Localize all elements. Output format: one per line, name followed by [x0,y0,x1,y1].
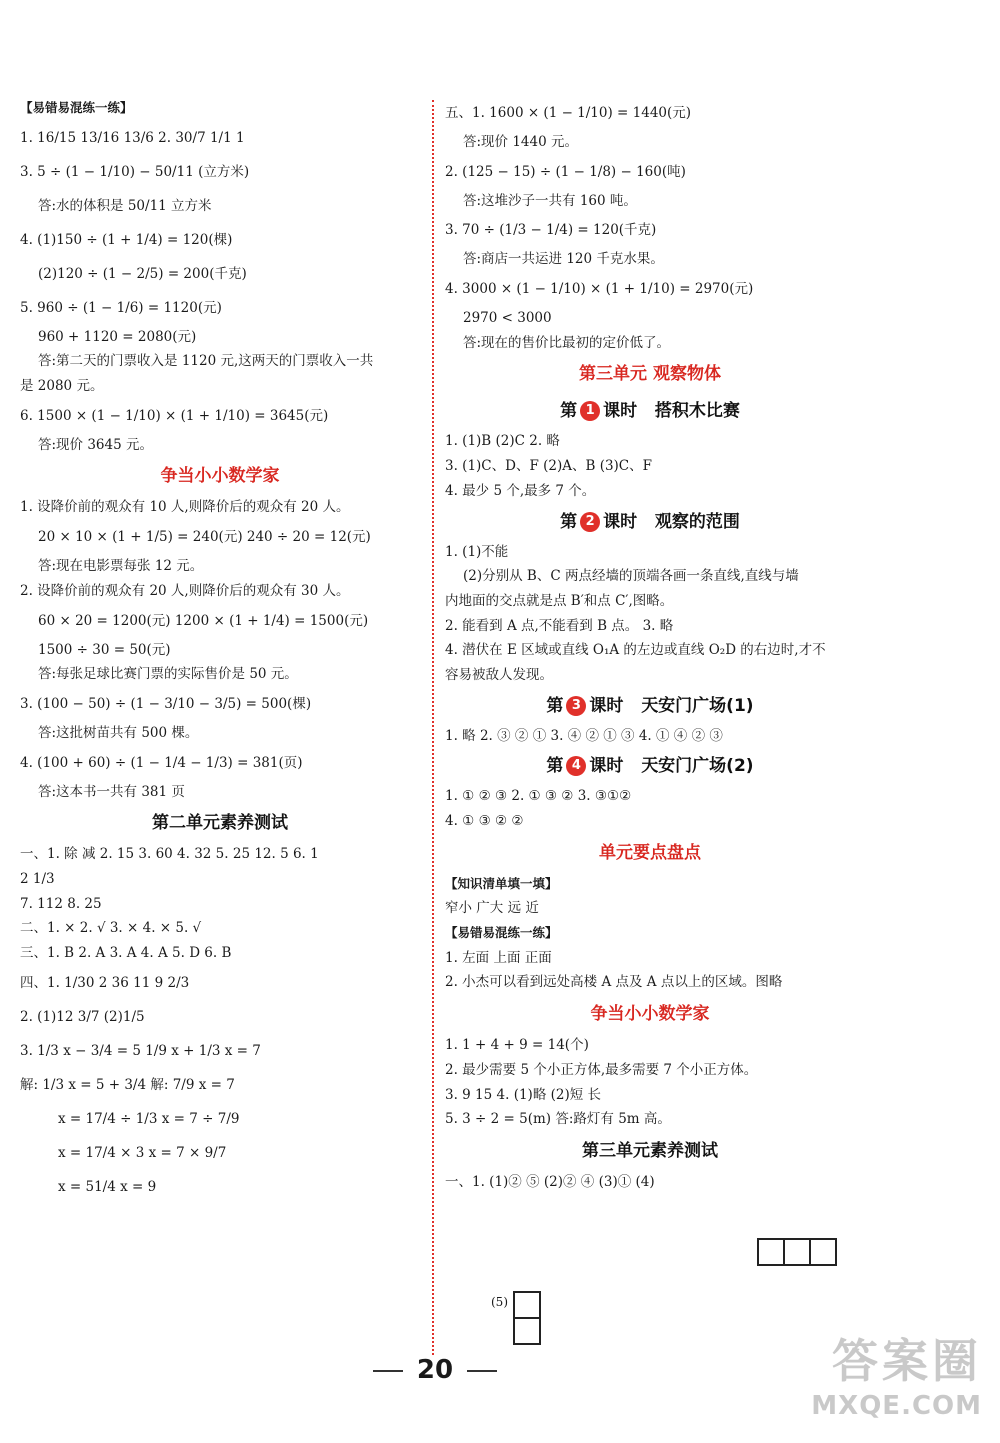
page-number-text: 20 [416,1355,454,1385]
section-heading: 第三单元素养测试 [582,1140,718,1161]
lesson-prefix: 第 [560,511,578,532]
answer-line: 1. 16/15 13/16 13/6 2. 30/7 1/1 1 [20,129,245,146]
answer-line: 960 + 1120 = 2080(元) [38,328,197,345]
answer-line: 3. 70 ÷ (1/3 − 1/4) = 120(千克) [445,222,657,239]
answer-line: 答:现价 1440 元。 [463,134,578,150]
column-divider [432,100,434,1355]
answer-line: 1. 左面 上面 正面 [445,949,552,966]
answer-line: 2970 < 3000 [463,310,552,327]
answer-line: 答:现在的售价比最初的定价低了。 [463,334,671,351]
lesson-prefix: 第 [560,401,578,422]
cube-face [809,1238,837,1266]
cube-face [783,1238,811,1266]
answer-line: 三、1. B 2. A 3. A 4. A 5. D 6. B [20,945,232,961]
lesson-mid: 课时 [589,756,624,777]
answer-line: 2. 设降价前的观众有 20 人,则降价后的观众有 30 人。 [20,582,350,599]
answer-line: 20 × 10 × (1 + 1/5) = 240(元) 240 ÷ 20 = 12(元) [38,529,371,546]
lesson-number-badge: 1 [580,401,600,421]
section-heading: 争当小小数学家 [590,1004,710,1025]
unit-heading: 第三单元 观察物体 [579,364,721,385]
answer-line: 4. ① ③ ② ② [445,813,524,829]
lesson-heading [445,748,855,784]
answer-line: 4. 潜伏在 E 区域或直线 O₁A 的左边或直线 O₂D 的右边时,才不 [445,642,826,659]
page-number-rule [373,1370,403,1372]
answer-line: 答:水的体积是 50/11 立方米 [38,197,212,214]
section-heading: 争当小小数学家 [160,466,280,487]
answer-line: 1. ① ② ③ 2. ① ③ ② 3. ③①② [445,788,632,805]
answer-line: 四、1. 1/30 2 36 11 9 2/3 [20,974,190,991]
answer-line: 答:商店一共运进 120 千克水果。 [463,251,664,268]
answer-line: 答:现价 3645 元。 [38,436,153,453]
watermark-url: MXQE.COM [811,1391,982,1421]
lesson-prefix: 第 [546,756,564,777]
view-label: (5) [491,1295,508,1309]
answer-line: 答:第二天的门票收入是 1120 元,这两天的门票收入一共 [38,353,374,370]
lesson-mid: 课时 [603,511,638,532]
answer-line: 7. 112 8. 25 [20,895,102,912]
section-tag: 【易错易混练一练】 [445,925,558,941]
answer-line: 答:这批树苗共有 500 棵。 [38,724,199,741]
answer-line: x = 17/4 ÷ 1/3 x = 7 ÷ 7/9 [58,1110,240,1127]
lesson-heading [445,504,855,540]
answer-line: 1500 ÷ 30 = 50(元) [38,641,171,658]
answer-line: 5. 3 ÷ 2 = 5(m) 答:路灯有 5m 高。 [445,1111,671,1128]
lesson-prefix: 第 [546,695,564,716]
section-heading: 单元要点盘点 [599,842,701,863]
lesson-title: 天安门广场(1) [641,695,754,716]
answer-line: 容易被敌人发现。 [445,666,553,683]
lesson-title: 观察的范围 [654,511,740,532]
answer-line: 2. 能看到 A 点,不能看到 B 点。 3. 略 [445,617,674,634]
right-column [445,96,855,1309]
lesson-number-badge: 3 [566,696,586,716]
answer-line: 五、1. 1600 × (1 − 1/10) = 1440(元) [445,105,692,121]
lesson-mid: 课时 [603,401,638,422]
answer-line: 答:每张足球比赛门票的实际售价是 50 元。 [38,666,298,683]
page-number-rule [467,1370,497,1372]
page-number [0,1355,870,1385]
answer-line: x = 17/4 × 3 x = 7 × 9/7 [58,1144,227,1161]
answer-line: 6. 1500 × (1 − 1/10) × (1 + 1/10) = 3645(元) [20,407,329,424]
section-heading: 第二单元素养测试 [152,813,288,834]
lesson-mid: 课时 [589,695,624,716]
three-square-view [757,1238,835,1266]
answer-line: 窄小 广大 远 近 [445,900,539,917]
answer-line: 2. (125 − 15) ÷ (1 − 1/8) − 160(吨) [445,163,686,180]
answer-line: 1. 1 + 4 + 9 = 14(个) [445,1037,589,1054]
answer-line: 1. (1)不能 [445,543,509,560]
lesson-number-badge: 2 [580,512,600,532]
answer-line: 3. 5 ÷ (1 − 1/10) − 50/11 (立方米) [20,163,250,180]
answer-line: 解: 1/3 x = 5 + 3/4 解: 7/9 x = 7 [20,1076,235,1093]
answer-line: x = 51/4 x = 9 [58,1178,157,1195]
cube-face [513,1317,541,1345]
cube-face [513,1291,541,1319]
answer-line: (2)分别从 B、C 两点经墙的顶端各画一条直线,直线与墙 [463,568,799,585]
answer-line: 3. 1/3 x − 3/4 = 5 1/9 x + 1/3 x = 7 [20,1042,261,1059]
answer-line: 4. (1)150 ÷ (1 + 1/4) = 120(棵) [20,231,233,248]
answer-line: 答:这本书一共有 381 页 [38,783,185,800]
answer-line: 1. (1)B (2)C 2. 略 [445,433,560,450]
answer-line: 3. (100 − 50) ÷ (1 − 3/10 − 3/5) = 500(棵) [20,695,312,712]
answer-line: 3. (1)C、D、F (2)A、B (3)C、F [445,458,653,475]
answer-line: 1. 略 2. ③ ② ① 3. ④ ② ① ③ 4. ① ④ ② ③ [445,727,723,744]
lesson-title: 搭积木比赛 [654,401,740,422]
answer-line: 答:这堆沙子一共有 160 吨。 [463,192,637,209]
answer-line: 5. 960 ÷ (1 − 1/6) = 1120(元) [20,299,222,316]
cube-face [757,1238,785,1266]
watermark-logo: 答案圈 [832,1334,982,1388]
answer-line: 4. (100 + 60) ÷ (1 − 1/4 − 1/3) = 381(页) [20,754,303,771]
answer-line: 二、1. × 2. √ 3. × 4. × 5. √ [20,920,202,937]
answer-line: 4. 3000 × (1 − 1/10) × (1 + 1/10) = 2970(元) [445,281,754,298]
answer-line: 3. 9 15 4. (1)略 (2)短 长 [445,1086,602,1103]
answer-line: 是 2080 元。 [20,378,104,395]
section-tag: 【知识清单填一填】 [445,875,558,891]
answer-line: 一、1. (1)② ⑤ (2)② ④ (3)① (4) [445,1173,655,1190]
answer-line: 2. 小杰可以看到远处高楼 A 点及 A 点以上的区域。图略 [445,974,783,991]
two-square-view [491,1291,541,1343]
answer-line: (2)120 ÷ (1 − 2/5) = 200(千克) [38,265,247,282]
section-tag: 【易错易混练一练】 [20,100,133,115]
lesson-heading [445,688,855,724]
answer-line: 2 1/3 [20,870,55,887]
left-column [20,96,420,1204]
answer-line: 4. 最少 5 个,最多 7 个。 [445,482,596,499]
answer-line: 60 × 20 = 1200(元) 1200 × (1 + 1/4) = 1500(元) [38,612,369,629]
answer-line: 答:现在电影票每张 12 元。 [38,558,204,575]
answer-line: 1. 设降价前的观众有 10 人,则降价后的观众有 20 人。 [20,499,350,516]
answer-line: 一、1. 除 减 2. 15 3. 60 4. 32 5. 25 12. 5 6. 1 [20,846,319,863]
answer-line: 内地面的交点就是点 B′和点 C′,图略。 [445,592,674,609]
lesson-number-badge: 4 [566,756,586,776]
lesson-title: 天安门广场(2) [641,756,754,777]
watermark [811,1325,982,1421]
lesson-heading [445,393,855,429]
answer-line: 2. (1)12 3/7 (2)1/5 [20,1008,145,1025]
answer-line: 2. 最少需要 5 个小正方体,最多需要 7 个小正方体。 [445,1061,758,1078]
